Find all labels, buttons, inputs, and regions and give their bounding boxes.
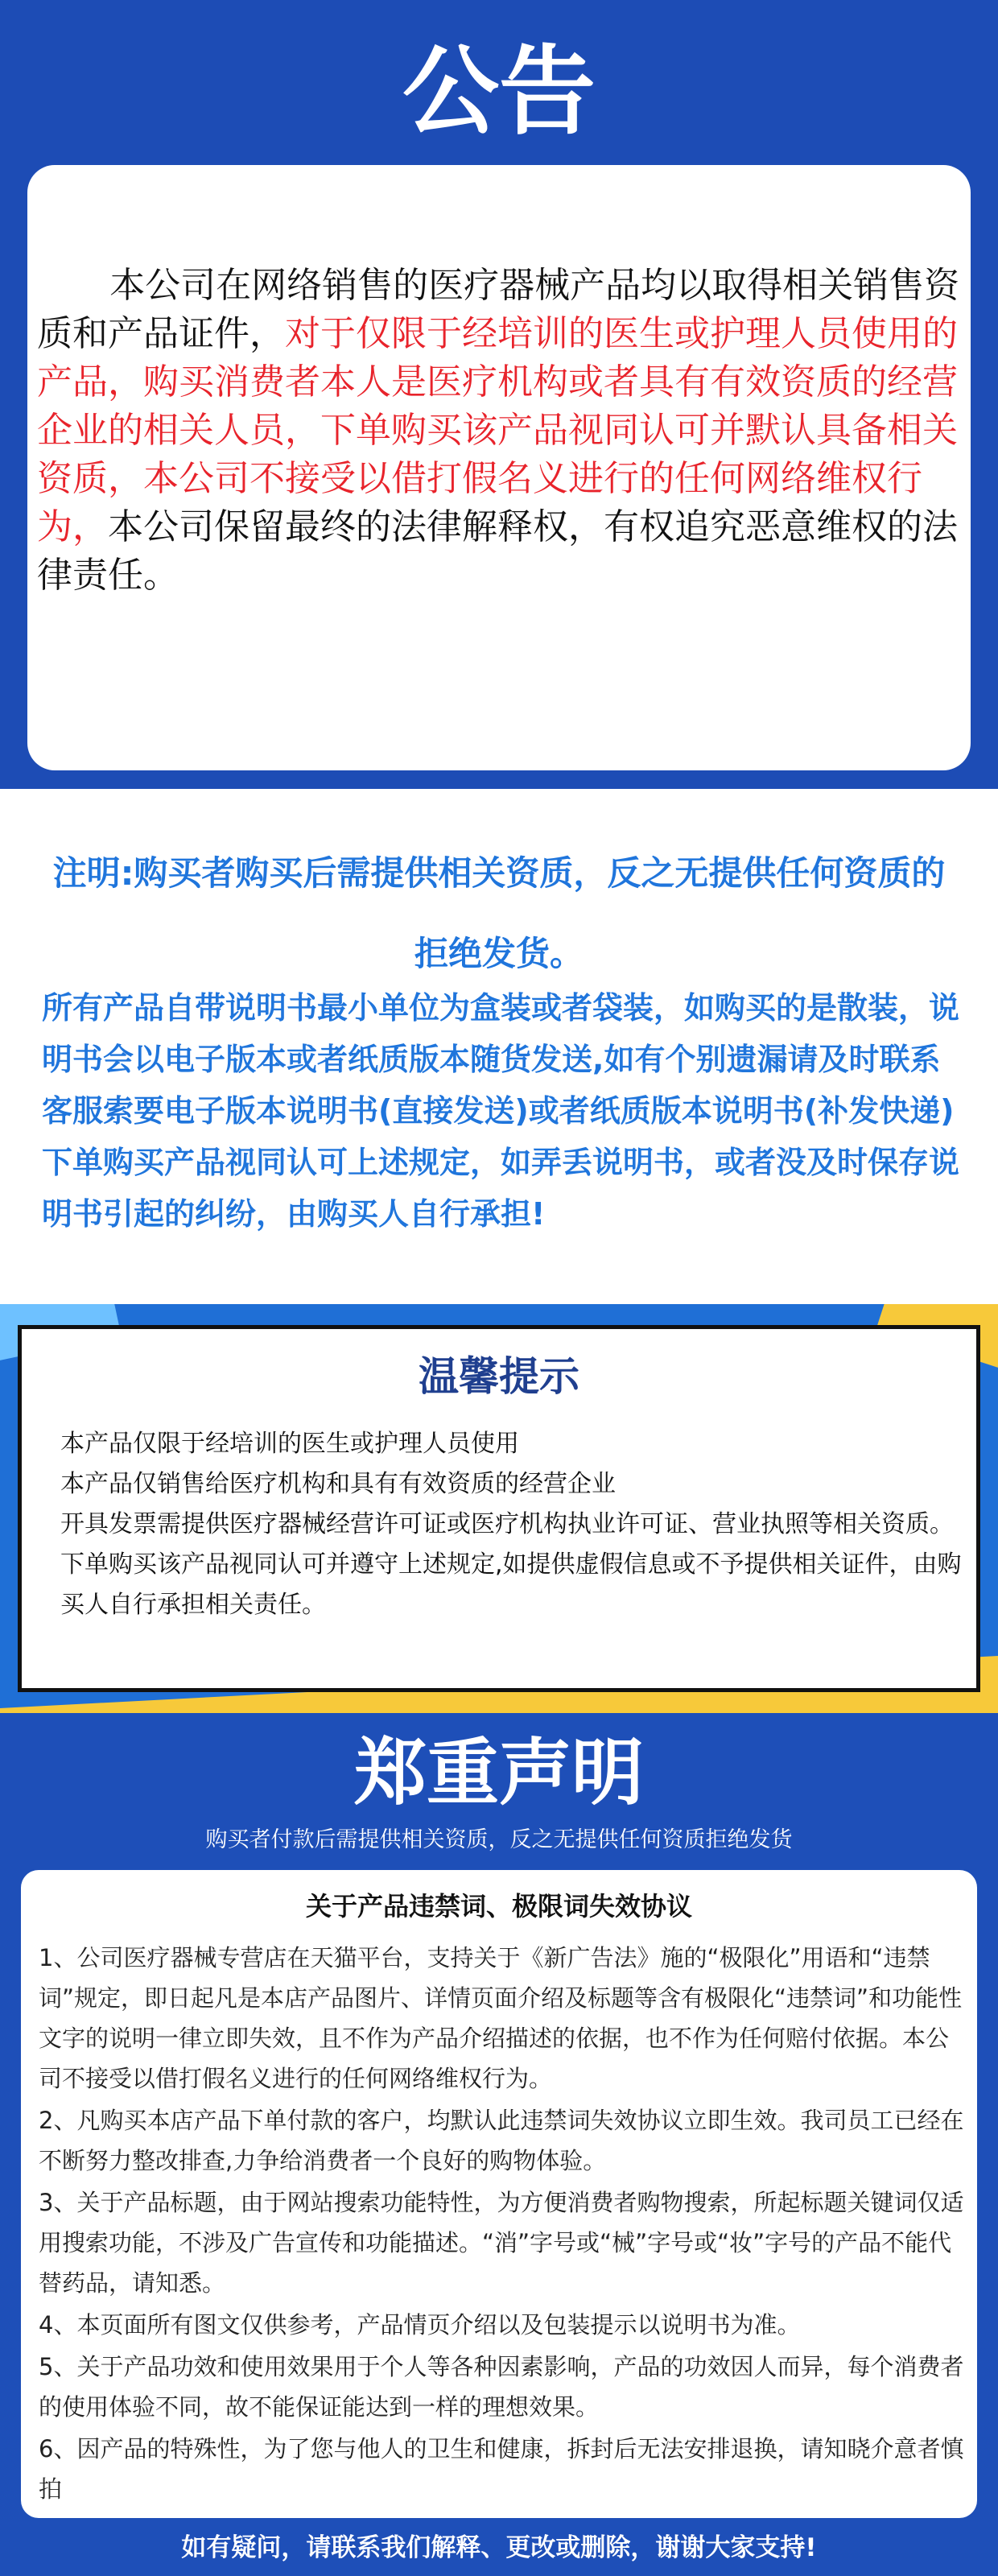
declaration-footer: 如有疑问，请联系我们解释、更改或删除，谢谢大家支持! bbox=[181, 2533, 817, 2562]
notice-card bbox=[27, 165, 971, 770]
notice-text-part-2: 本公司保留最终的法律解释权，有权追究恶意维权的法律责任。 bbox=[37, 506, 958, 596]
note-title: 注明:购买者购买后需提供相关资质，反之无提供任何资质的拒绝发货。 bbox=[52, 853, 946, 973]
notice-text-part-1: 本公司在网络销售的医疗器械产品均以取得相关销售资质和产品证件， bbox=[37, 265, 960, 354]
declaration-item: 3、关于产品标题，由于网站搜索功能特性，为方便消费者购物搜索，所起标题关键词仅适用搜索功能，不涉及广告宣传和功能描述。“消”字号或“械”字号或“妆”字号的产品不能代替药品，请知悉。 bbox=[39, 2189, 964, 2297]
declaration-section bbox=[0, 1713, 998, 2576]
declaration-card bbox=[21, 1870, 977, 2518]
tips-item: 下单购买该产品视同认可并遵守上述规定,如提供虚假信息或不予提供相关证件，由购买人自行承担相关责任。 bbox=[60, 1550, 962, 1619]
declaration-item: 2、凡购买本店产品下单付款的客户，均默认此违禁词失效协议立即生效。我司员工已经在不断努力整改排查,力争给消费者一个良好的购物体验。 bbox=[39, 2107, 964, 2174]
notice-text-warning: 对于仅限于经培训的医生或护理人员使用的产品，购买消费者本人是医疗机构或者具有有效资质的经营企业的相关人员，下单购买该产品视同认可并默认具备相关资质，本公司不接受以借打假名义进行的任何网络维权行为， bbox=[37, 313, 958, 547]
tips-section bbox=[0, 1304, 998, 1713]
declaration-item: 5、关于产品功效和使用效果用于个人等各种因素影响，产品的功效因人而异，每个消费者的使用体验不同，故不能保证能达到一样的理想效果。 bbox=[39, 2353, 964, 2421]
declaration-list bbox=[39, 1938, 964, 2511]
declaration-card-title: 关于产品违禁词、极限词失效协议 bbox=[305, 1891, 692, 1922]
declaration-subtitle: 购买者付款后需提供相关资质，反之无提供任何资质拒绝发货 bbox=[205, 1827, 793, 1852]
tips-box bbox=[18, 1325, 980, 1692]
tips-item: 本产品仅限于经培训的医生或护理人员使用 bbox=[60, 1430, 519, 1458]
notice-title: 公告 bbox=[402, 36, 596, 148]
declaration-item: 4、本页面所有图文仅供参考，产品情页介绍以及包装提示以说明书为准。 bbox=[39, 2311, 801, 2339]
note-body: 所有产品自带说明书最小单位为盒装或者袋装，如购买的是散装，说明书会以电子版本或者纸质版本随货发送,如有个别遗漏请及时联系客服索要电子版本说明书(直接发送)或者纸质版本说明书(补发快递)下单购买产品视同认可上述规定，如弄丢说明书，或者没及时保存说明书引起的纠纷，由购买人自行承担! bbox=[42, 990, 960, 1232]
notice-section bbox=[0, 0, 998, 789]
tips-item: 开具发票需提供医疗器械经营许可证或医疗机构执业许可证、营业执照等相关资质。 bbox=[60, 1510, 954, 1538]
declaration-item: 6、因产品的特殊性，为了您与他人的卫生和健康，拆封后无法安排退换，请知晓介意者慎拍 bbox=[39, 2435, 964, 2503]
tips-title: 温馨提示 bbox=[419, 1353, 579, 1400]
tips-list bbox=[60, 1424, 962, 1625]
tips-item: 本产品仅销售给医疗机构和具有有效资质的经营企业 bbox=[60, 1470, 616, 1498]
note-section bbox=[0, 789, 998, 1304]
notice-text bbox=[37, 262, 963, 600]
declaration-item: 1、公司医疗器械专营店在天猫平台，支持关于《新广告法》施的“极限化”用语和“违禁词”规定，即日起凡是本店产品图片、详情页面介绍及标题等含有极限化“违禁词”和功能性文字的说明一律立即失效，且不作为产品介绍描述的依据，也不作为任何赔付依据。本公司不接受以借打假名义进行的任何网络维权行为。 bbox=[39, 1944, 963, 2092]
declaration-title: 郑重声明 bbox=[354, 1731, 644, 1815]
